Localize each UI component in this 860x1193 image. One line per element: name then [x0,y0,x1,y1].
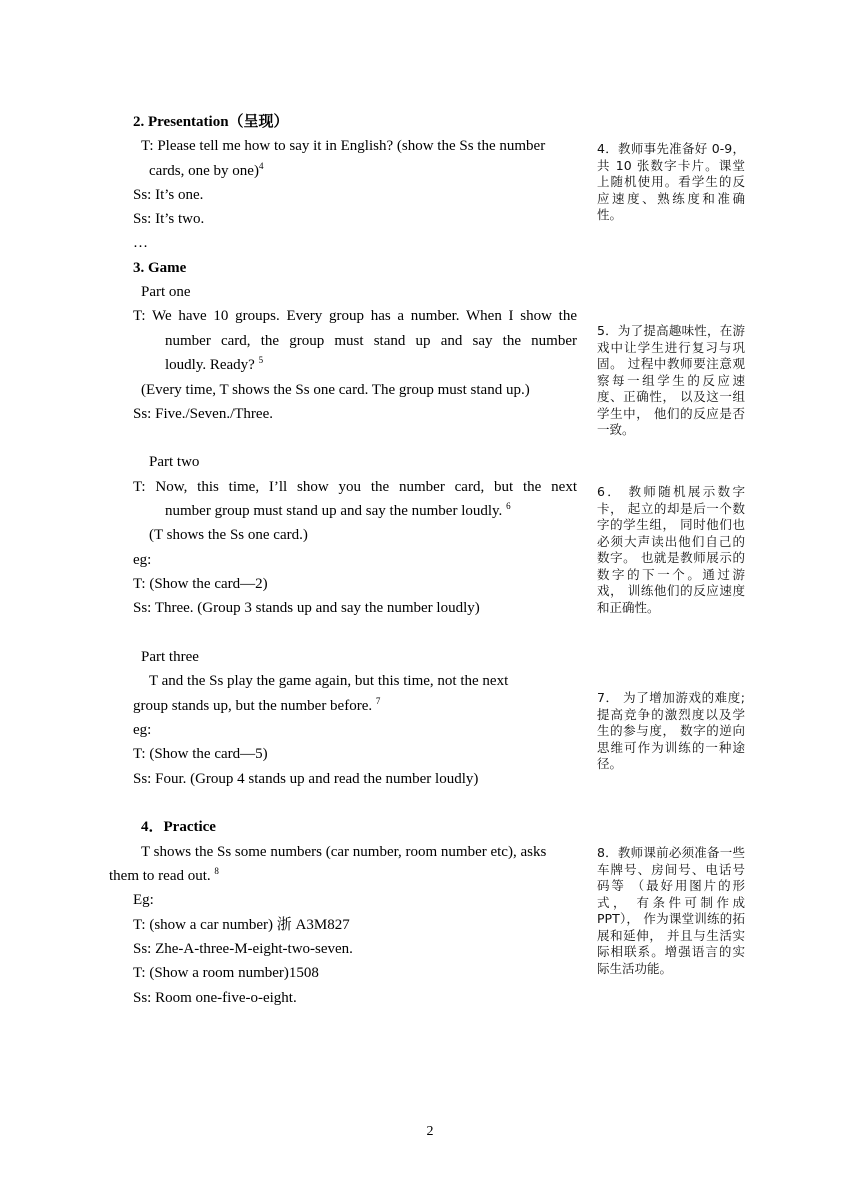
presentation-line-3: Ss: It’s one. [133,187,204,203]
part-two-line-6: Ss: Three. (Group 3 stands up and say the number loudly) [133,600,480,616]
part-three-line-4: T: (Show the card—5) [133,746,268,762]
part-three-line-1: T and the Ss play the game again, but this time, not the next [149,673,509,689]
part-one-line-1: T: We have 10 groups. Every group has a number. When I show the [133,308,577,324]
part-two-title: Part two [149,454,200,470]
part-three-line-2: group stands up, but the number before. $^7$ [133,696,381,714]
footnote-ref-5: 5 [258,355,264,365]
part-two-line-5: T: (Show the card—2) [133,576,268,592]
presentation-ellipsis: … [133,235,148,251]
practice-line-7: Ss: Room one-five-o-eight. [133,990,297,1006]
page-number: 2 [426,1124,434,1139]
part-one-title: Part one [141,284,191,300]
practice-line-6: T: (Show a room number)1508 [133,965,319,981]
footnote-ref-7: 7 [375,696,381,706]
footnote-ref-6: 6 [506,501,511,511]
note-5: 5．为了提高趣味性，在游戏中让学生进行复习与巩固。 过程中教师要注意观察每一组学生的反应速度、正确性， 以及这一组学生中， 他们的反应是否一致。 [597,323,745,437]
presentation-heading: 2. Presentation（呈现） [133,114,289,130]
part-three-title: Part three [141,649,199,665]
part-two-line-2: number group must stand up and say the number loudly. $^6$ [165,501,511,519]
footnote-ref-4: 4 [258,161,264,171]
note-6: 6． 教师随机展示数字卡， 起立的却是后一个数字的学生组， 同时他们也必须大声读出他们自己的数字。 也就是教师展示的数字的下一个。通过游戏， 训练他们的反应速度和正确性。 [597,484,745,615]
part-one-line-3: loudly. Ready? $^5$ [165,355,264,373]
presentation-line-1: T: Please tell me how to say it in English? (show the Ss the number [141,138,546,154]
note-4: 4．教师事先准备好 0-9，共 10 张数字卡片。课堂上随机使用。看学生的反应速度、熟练度和准确性。 [597,141,745,222]
part-one-line-5: Ss: Five./Seven./Three. [133,406,273,422]
presentation-line-2: cards, one by one)$^4$ [149,161,264,179]
part-three-line-3: eg: [133,722,152,738]
practice-line-2: them to read out. $^8$ [109,866,219,884]
footnote-ref-8: 8 [214,866,219,876]
game-heading: 3. Game [133,260,187,276]
part-three-line-5: Ss: Four. (Group 4 stands up and read the number loudly) [133,771,479,787]
part-two-line-3: (T shows the Ss one card.) [149,527,308,543]
part-two-line-1: T: Now, this time, I’ll show you the number card, but the next [133,479,577,495]
practice-line-5: Ss: Zhe-A-three-M-eight-two-seven. [133,941,353,957]
note-7: 7． 为了增加游戏的难度;提高竞争的激烈度以及学生的参与度， 数字的逆向思维可作为训练的一种途径。 [597,690,745,771]
part-two-line-4: eg: [133,552,152,568]
practice-line-3: Eg: [133,892,154,908]
part-one-line-2: number card, the group must stand up and say the number [165,333,577,349]
presentation-line-4: Ss: It’s two. [133,211,205,227]
practice-line-1: T shows the Ss some numbers (car number, room number etc), asks [141,844,547,860]
part-one-line-4: (Every time, T shows the Ss one card. The group must stand up.) [141,382,530,398]
note-8: 8．教师课前必须准备一些车牌号、房间号、电话号码等 （最好用图片的形式， 有条件可制作成 PPT）， 作为课堂训练的拓展和延伸， 并且与生活实际相联系。增强语言的实际生活功能。 [597,845,745,976]
practice-heading: 4．Practice [141,819,216,835]
practice-line-4: T: (show a car number) 浙 A3M827 [133,917,350,933]
